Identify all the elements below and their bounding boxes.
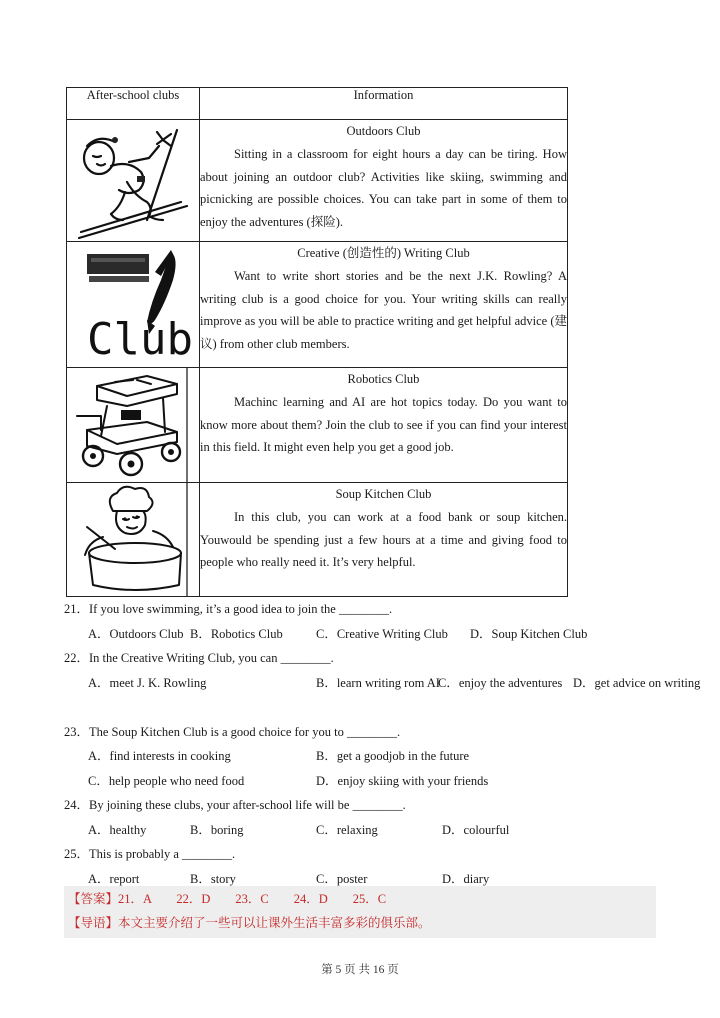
option-c: C．poster [316,871,368,886]
table-row [67,368,568,483]
table-row [67,242,568,368]
chef-icon [67,483,200,596]
option-d: D．diary [442,871,490,886]
option-d: D．colourful [442,822,510,837]
option-a: A．Outdoors Club [88,626,184,641]
club-info-cell [200,368,568,483]
answer-box [64,886,656,938]
option-b: B．get a goodjob in the future [316,749,470,763]
club-picture-cell [67,483,200,597]
club-description: Want to write short stories and be the next J.K. Rowling? A writing club is a good choice for you. Your writing skills can really improve as you will be able to practice writing and get helpful advice (建议) from other club members. [200,269,567,351]
club-title: Robotics Club [347,372,420,386]
option-c: C．enjoy the adventures [438,675,563,690]
question-options [64,744,664,769]
club-picture-cell [67,120,200,242]
table-header-row [67,88,568,120]
robot-icon [67,368,200,482]
option-a: A．find interests in cooking [88,749,231,763]
club-logo-text: Club [87,314,193,365]
club-title: Outdoors Club [346,124,421,138]
option-d: D．get advice on writing [573,675,701,690]
question-options [64,622,664,647]
option-c: C．relaxing [316,822,378,837]
club-info-cell [200,242,568,368]
option-a: A．report [88,871,140,886]
club-picture-cell [67,242,200,368]
club-description: In this club, you can work at a food bank or soup kitchen. Youwould be spending just a few hours at a time and giving food to people who really need it. It’s very helpful. [200,510,567,569]
question-options [64,671,701,720]
question-stem: 25．This is probably a ________. [64,847,236,861]
questions-section [64,597,701,891]
option-c: C．Creative Writing Club [316,626,448,641]
question-options [64,769,664,794]
option-b: B．story [190,871,236,886]
question-stem: 22．In the Creative Writing Club, you can ________. [64,651,334,665]
question-options [64,818,664,843]
option-a: A．healthy [88,822,147,837]
club-description: Sitting in a classroom for eight hours a day can be tiring. How about joining an outdoor club? Activities like skiing, swimming and picnicking are possible choices. You can take part in some of them to enjoy the adventures (探险). [200,147,567,229]
answer-guide: 【导语】本文主要介绍了一些可以让课外生活丰富多彩的俱乐部。 [68,916,431,930]
option-b: B．boring [190,822,244,837]
club-info-cell [200,483,568,597]
question-stem: 21．If you love swimming, it’s a good idea to join the ________. [64,602,393,616]
club-title: Soup Kitchen Club [335,487,432,501]
page-footer: 第 5 页 共 16 页 [321,964,399,976]
club-title: Creative (创造性的) Writing Club [297,246,470,260]
table-row [67,120,568,242]
option-a: A．meet J. K. Rowling [88,675,207,690]
option-c: C．help people who need food [88,773,245,788]
pen-club-logo [67,242,200,367]
question-stem: 24．By joining these clubs, your after-school life will be ________. [64,798,406,812]
clubs-table [66,87,568,597]
question-stem: 23．The Soup Kitchen Club is a good choice for you to ________. [64,724,401,739]
answer-key: 【答案】21．A 22．D 23．C 24．D 25．C [68,892,387,906]
table-row [67,483,568,597]
option-d: D．enjoy skiing with your friends [316,773,489,788]
option-b: B．Robotics Club [190,626,283,641]
option-d: D．Soup Kitchen Club [470,626,588,641]
header-information: Information [200,88,568,120]
club-picture-cell [67,368,200,483]
header-clubs: After-school clubs [67,88,200,120]
option-b: B．learn writing rom AI [316,675,440,690]
club-info-cell [200,120,568,242]
club-description: Machinc learning and AI are hot topics today. Do you want to know more about them? Join the club to see if you can find your interest in this field. It might even help you get a good job. [200,395,567,454]
skier-icon [67,120,200,241]
